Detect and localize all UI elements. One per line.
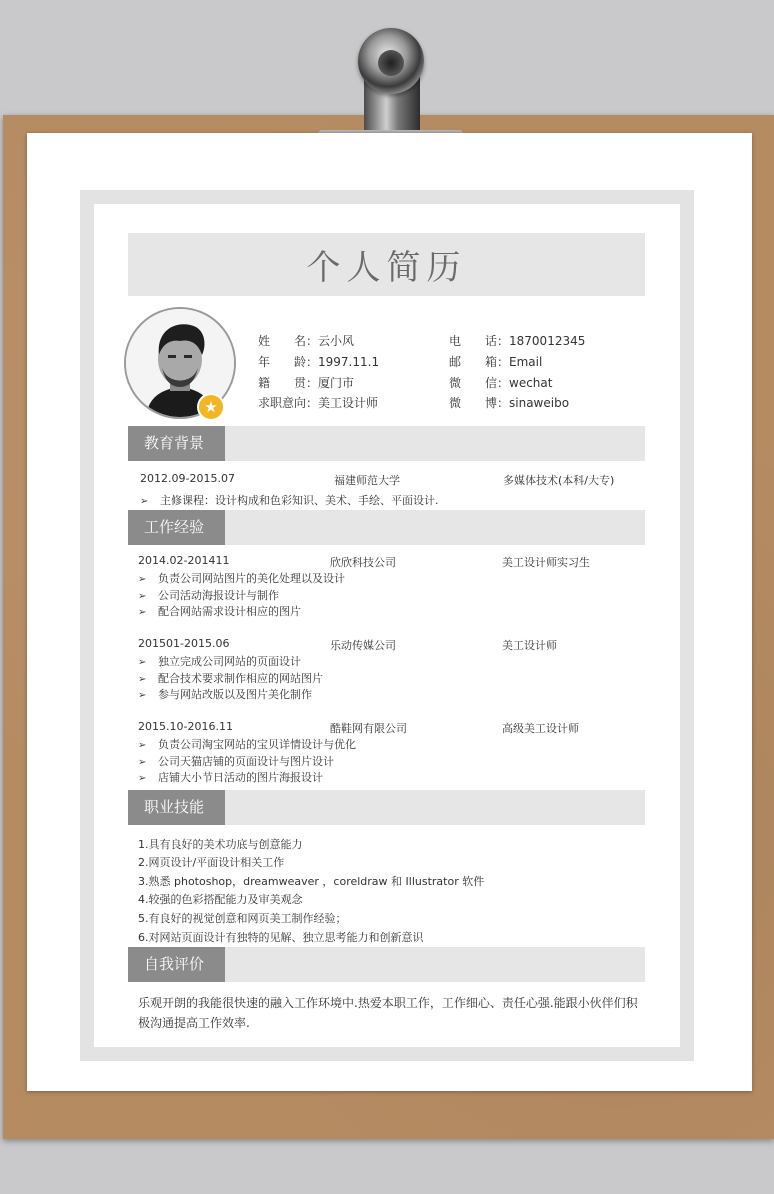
bullet-arrow-icon: ➢ [138,674,147,685]
weibo-label: 微 博： [449,396,510,410]
education-heading: 教育背景 [128,426,225,461]
education-period: 2012.09-2015.07 [140,472,235,485]
phone-value: 1870012345 [509,334,586,348]
skill-item: 1.具有良好的美术功底与创意能力 [138,838,303,851]
bullet-arrow-icon: ➢ [138,690,147,701]
job-duty-text: 负责公司网站图片的美化处理以及设计 [158,572,345,585]
education-course-item [140,492,439,508]
bullet-arrow-icon: ➢ [138,657,147,668]
email-row [449,353,542,370]
phone-row [449,332,585,349]
bullet-arrow-icon: ➢ [138,607,147,618]
job-duty [138,670,323,686]
intent-label: 求职意向： [258,396,319,410]
job-company: 欣欣科技公司 [330,556,396,569]
job-duty-text: 店铺大小节日活动的图片海报设计 [158,771,323,784]
job-company: 酷鞋网有限公司 [330,722,407,735]
job-title: 美工设计师实习生 [502,556,590,569]
bullet-arrow-icon: ➢ [138,574,147,585]
job-period: 2014.02-201411 [138,554,230,567]
job-period: 201501-2015.06 [138,637,230,650]
self-eval-section-header [128,947,645,982]
phone-label: 电 话： [449,334,510,348]
job-title: 美工设计师 [502,639,557,652]
job-duty [138,570,345,586]
bullet-arrow-icon: ➢ [138,773,147,784]
job-duty [138,686,312,702]
job-duty-text: 公司活动海报设计与制作 [158,589,279,602]
job-title: 高级美工设计师 [502,722,579,735]
skill-item: 3.熟悉 photoshop，dreamweaver ，coreldraw 和 Illustrator 软件 [138,875,485,888]
origin-value: 厦门市 [318,376,355,390]
job-duty [138,753,334,769]
skill-item: 5.有良好的视觉创意和网页美工制作经验； [138,912,347,925]
email-label: 邮 箱： [449,355,510,369]
job-duty-text: 配合网站需求设计相应的图片 [158,605,301,618]
job-duty [138,603,301,619]
age-value: 1997.11.1 [318,355,380,369]
name-value: 云小风 [318,334,355,348]
name-label: 姓 名： [258,334,319,348]
age-row [258,353,379,370]
job-duty-text: 参与网站改版以及图片美化制作 [158,688,312,701]
intent-value: 美工设计师 [318,396,379,410]
wechat-value: wechat [509,376,553,390]
origin-row [258,374,354,391]
name-row [258,332,354,349]
work-heading: 工作经验 [128,510,225,545]
education-major: 多媒体技术(本科/大专) [503,474,615,487]
wechat-row [449,374,552,391]
education-school: 福建师范大学 [334,474,400,487]
bullet-arrow-icon: ➢ [138,757,147,768]
job-duty-text: 配合技术要求制作相应的网站图片 [158,672,323,685]
self-eval-heading: 自我评价 [128,947,225,982]
job-company: 乐动传媒公司 [330,639,396,652]
star-badge-icon: ★ [197,393,225,421]
origin-label: 籍 贯： [258,376,319,390]
job-duty [138,769,323,785]
job-period: 2015.10-2016.11 [138,720,233,733]
age-label: 年 龄： [258,355,319,369]
bullet-arrow-icon: ➢ [138,591,147,602]
education-section-header [128,426,645,461]
resume-title: 个人简历 [306,248,467,288]
bullet-arrow-icon: ➢ [138,740,147,751]
job-duty-text: 负责公司淘宝网站的宝贝详情设计与优化 [158,738,356,751]
skill-item: 6.对网站页面设计有独特的见解、独立思考能力和创新意识 [138,931,424,944]
skills-heading: 职业技能 [128,790,225,825]
weibo-value: sinaweibo [509,396,570,410]
job-duty-text: 独立完成公司网站的页面设计 [158,655,301,668]
resume-title-bar [128,233,645,296]
job-duty [138,587,279,603]
job-duty [138,736,356,752]
email-value: Email [509,355,543,369]
job-duty [138,653,301,669]
weibo-row [449,394,569,411]
self-eval-text: 乐观开朗的我能很快速的融入工作环境中.热爱本职工作，工作细心、责任心强.能跟小伙伴们积极沟通提高工作效率. [138,996,638,1030]
work-section-header [128,510,645,545]
skill-item: 4.较强的色彩搭配能力及审美观念 [138,893,303,906]
bullet-arrow-icon: ➢ [140,496,149,507]
clip-hole [378,50,404,76]
intent-row [258,394,378,411]
skills-section-header [128,790,645,825]
job-duty-text: 公司天猫店铺的页面设计与图片设计 [158,755,334,768]
education-course: 主修课程：设计构成和色彩知识、美术、手绘、平面设计. [160,494,439,507]
wechat-label: 微 信： [449,376,510,390]
skill-item: 2.网页设计/平面设计相关工作 [138,856,285,869]
